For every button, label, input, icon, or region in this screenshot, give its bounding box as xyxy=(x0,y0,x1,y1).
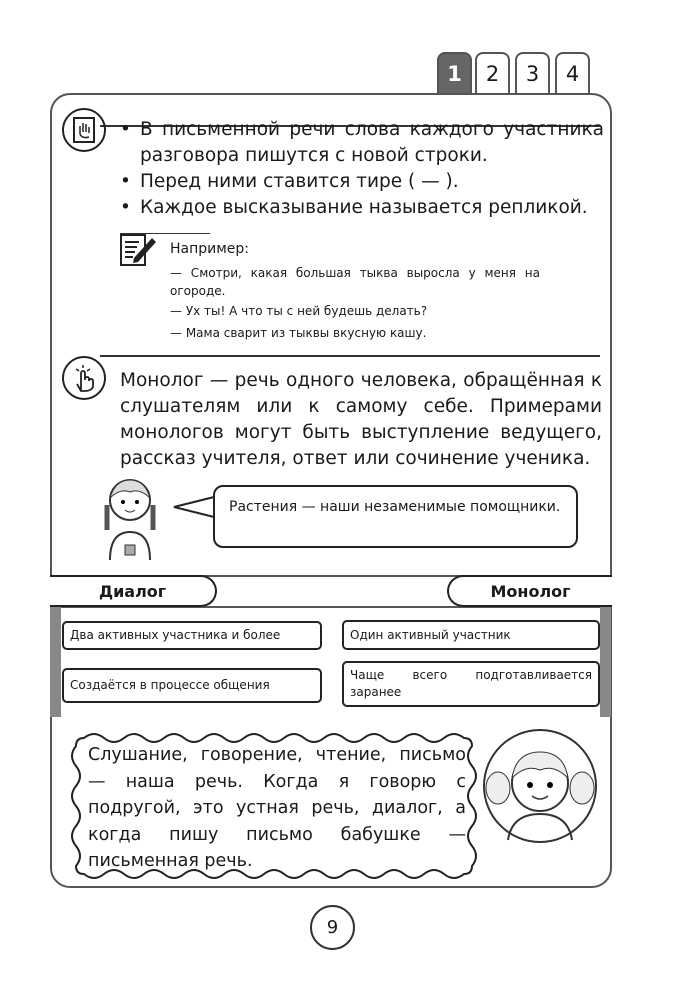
page-number: 9 xyxy=(310,905,355,950)
dialog-feature: Создаётся в процессе общения xyxy=(62,668,322,703)
monolog-feature: Чаще всего подготавливается заранее xyxy=(342,661,600,707)
monologue-definition: Монолог — речь одного человека, обращённая к слушателям или к самому себе. Примерами монологов могут быть выступление ведущего, рассказ учителя, ответ или сочинение ученика. xyxy=(120,370,602,469)
rule-bullet: • Каждое высказывание называется репликой. xyxy=(120,195,604,221)
rule-bullet: • В письменной речи слова каждого участника разговора пишутся с новой строки. xyxy=(120,117,604,169)
side-strip xyxy=(50,607,61,717)
girl-illustration xyxy=(95,470,165,566)
girl-face-illustration xyxy=(478,728,603,852)
monolog-title: Монолог xyxy=(447,575,612,607)
monolog-feature: Один активный участник xyxy=(342,620,600,650)
example-label: Например: xyxy=(170,241,250,257)
tab-1[interactable]: 1 xyxy=(437,52,472,94)
example-line: — Мама сварит из тыквы вкусную кашу. xyxy=(170,326,427,340)
speech-bubble: Растения — наши незаменимые помощники. xyxy=(213,485,578,548)
dialog-feature: Два активных участника и более xyxy=(62,621,322,650)
pointing-hand-icon xyxy=(62,356,106,400)
dialog-title: Диалог xyxy=(50,575,217,607)
tab-4[interactable]: 4 xyxy=(555,52,590,94)
tab-3[interactable]: 3 xyxy=(515,52,550,94)
example-line: — Смотри, какая большая тыква выросла у меня на огороде. xyxy=(170,266,540,298)
rule-bullet: • Перед ними ставится тире ( — ). xyxy=(120,169,604,195)
notepad-pencil-icon xyxy=(120,234,158,270)
tab-2[interactable]: 2 xyxy=(475,52,510,94)
hand-book-icon xyxy=(62,108,106,152)
divider xyxy=(120,233,210,234)
summary-text: Слушание, говорение, чтение, письмо — наша речь. Когда я говорю с подругой, это устная речь, диалог, а когда пишу письмо бабушке — письменная речь. xyxy=(88,745,466,871)
example-line: — Ух ты! А что ты с ней будешь делать? xyxy=(170,304,428,318)
divider xyxy=(100,355,600,357)
speech-bubble-tail xyxy=(172,495,216,519)
side-strip xyxy=(600,607,611,717)
